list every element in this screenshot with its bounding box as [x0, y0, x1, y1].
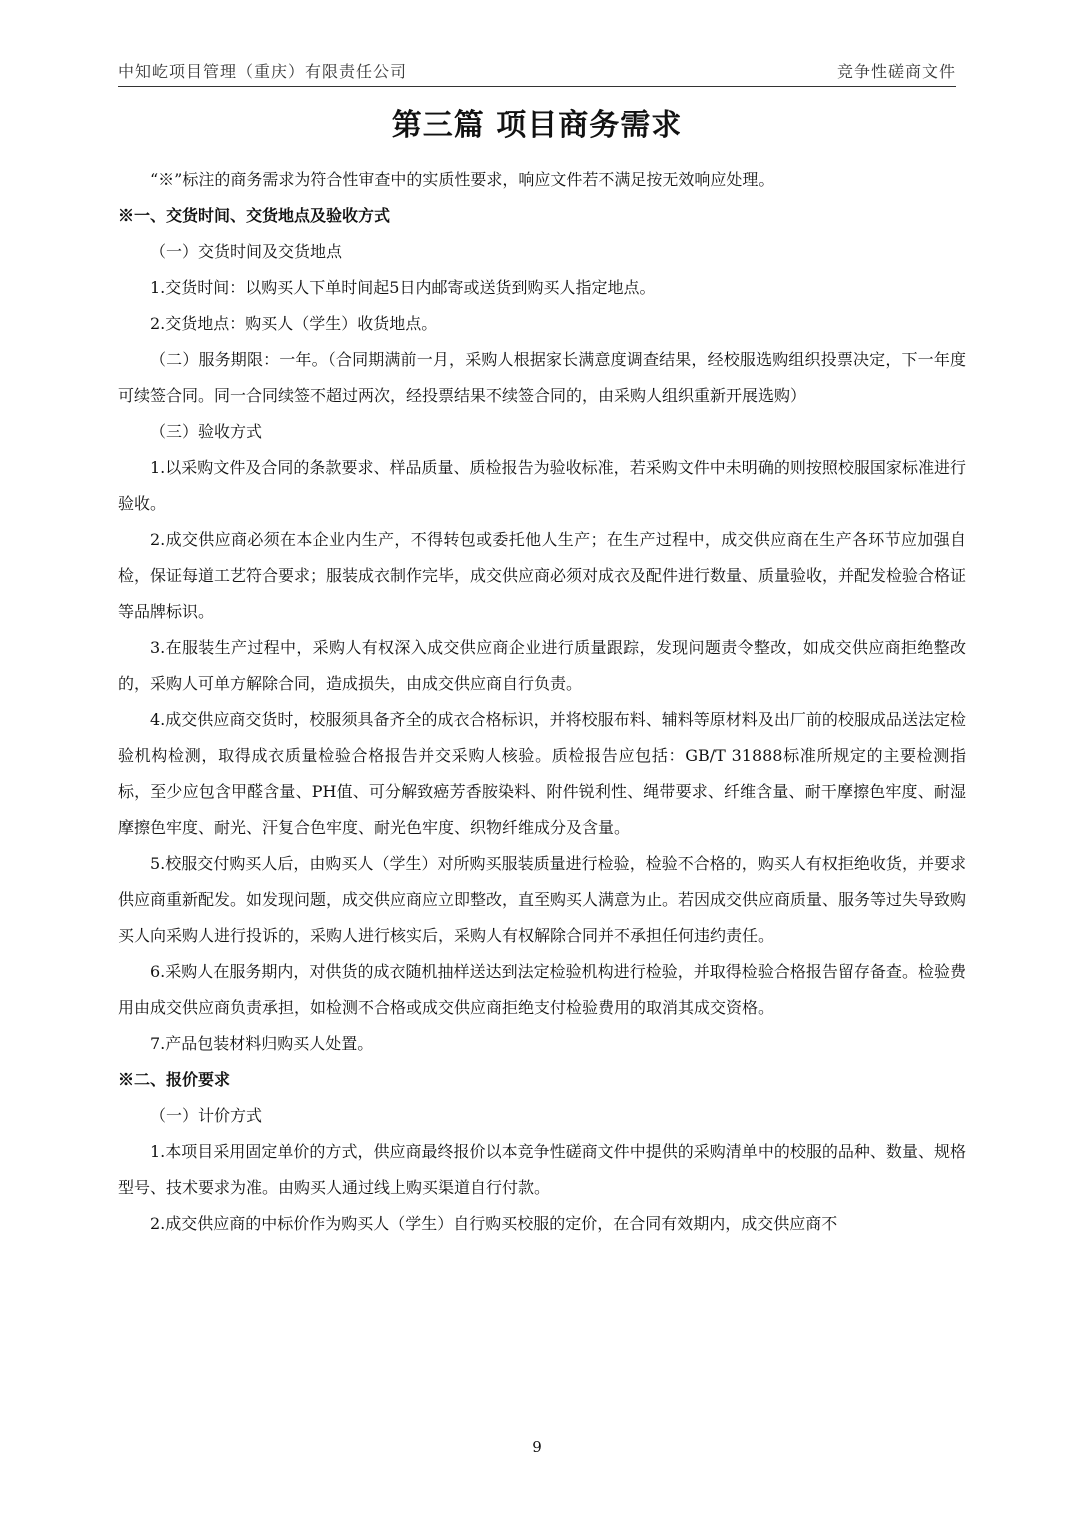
- page-header: [118, 52, 956, 87]
- paragraph: 5.校服交付购买人后，由购买人（学生）对所购买服装质量进行检验，检验不合格的，购买人有权拒绝收货，并要求供应商重新配发。如发现问题，成交供应商应立即整改，直至购买人满意为止。若因成交供应商质量、服务等过失导致购买人向采购人进行投诉的，采购人进行核实后，采购人有权解除合同并不承担任何违约责任。: [118, 854, 967, 945]
- paragraph: 1.以采购文件及合同的条款要求、样品质量、质检报告为验收标准，若采购文件中未明确的则按照校服国家标准进行验收。: [118, 458, 966, 513]
- paragraph: 2.交货地点：购买人（学生）收货地点。: [150, 314, 438, 333]
- header-company: 中知屹项目管理（重庆）有限责任公司: [118, 62, 408, 81]
- paragraph: 2.成交供应商必须在本企业内生产，不得转包或委托他人生产；在生产过程中，成交供应商在生产各环节应加强自检，保证每道工艺符合要求；服装成衣制作完毕，成交供应商必须对成衣及配件进行数量、质量验收，并配发检验合格证等品牌标识。: [118, 530, 967, 621]
- paragraph: 1.本项目采用固定单价的方式，供应商最终报价以本竞争性磋商文件中提供的采购清单中的校服的品种、数量、规格型号、技术要求为准。由购买人通过线上购买渠道自行付款。: [118, 1142, 966, 1197]
- paragraph: 4.成交供应商交货时，校服须具备齐全的成衣合格标识，并将校服布料、辅料等原材料及出厂前的校服成品送法定检验机构检测，取得成衣质量检验合格报告并交采购人核验。质检报告应包括：GB/T 31888标准所规定的主要检测指标，至少应包含甲醛含量、PH值、可分解致癌芳香胺染料、附件锐利性、绳带要求、纤维含量、耐干摩擦色牢度、耐湿摩擦色牢度、耐光、汗复合色牢度、耐光色牢度、织物纤维成分及含量。: [118, 710, 966, 837]
- paragraph: 7.产品包装材料归购买人处置。: [150, 1034, 374, 1053]
- paragraph: 6.采购人在服务期内，对供货的成衣随机抽样送达到法定检验机构进行检验，并取得检验合格报告留存备查。检验费用由成交供应商负责承担，如检测不合格或成交供应商拒绝支付检验费用的取消其成交资格。: [118, 962, 966, 1017]
- paragraph: 1.交货时间：以购买人下单时间起5日内邮寄或送货到购买人指定地点。: [150, 278, 656, 297]
- page-number: 9: [532, 1438, 542, 1456]
- paragraph: （一）计价方式: [150, 1106, 263, 1125]
- paragraph: 2.成交供应商的中标价作为购买人（学生）自行购买校服的定价，在合同有效期内，成交供应商不: [150, 1214, 838, 1233]
- header-doc-type: 竞争性磋商文件: [836, 62, 956, 81]
- paragraph: （三）验收方式: [150, 422, 263, 441]
- paragraph: “※”标注的商务需求为符合性审查中的实质性要求，响应文件若不满足按无效响应处理。: [150, 170, 775, 189]
- paragraph: （二）服务期限：一年。（合同期满前一月，采购人根据家长满意度调查结果，经校服选购组织投票决定，下一年度可续签合同。同一合同续签不超过两次，经投票结果不续签合同的，由采购人组织重新开展选购）: [118, 350, 966, 405]
- document-body: [118, 162, 966, 1242]
- section-heading: ※一、交货时间、交货地点及验收方式: [118, 206, 391, 225]
- section-heading: ※二、报价要求: [118, 1070, 231, 1089]
- paragraph: （一）交货时间及交货地点: [150, 242, 343, 261]
- paragraph: 3.在服装生产过程中，采购人有权深入成交供应商企业进行质量跟踪，发现问题责令整改，如成交供应商拒绝整改的，采购人可单方解除合同，造成损失，由成交供应商自行负责。: [118, 638, 966, 693]
- page-title: 第三篇 项目商务需求: [391, 108, 683, 143]
